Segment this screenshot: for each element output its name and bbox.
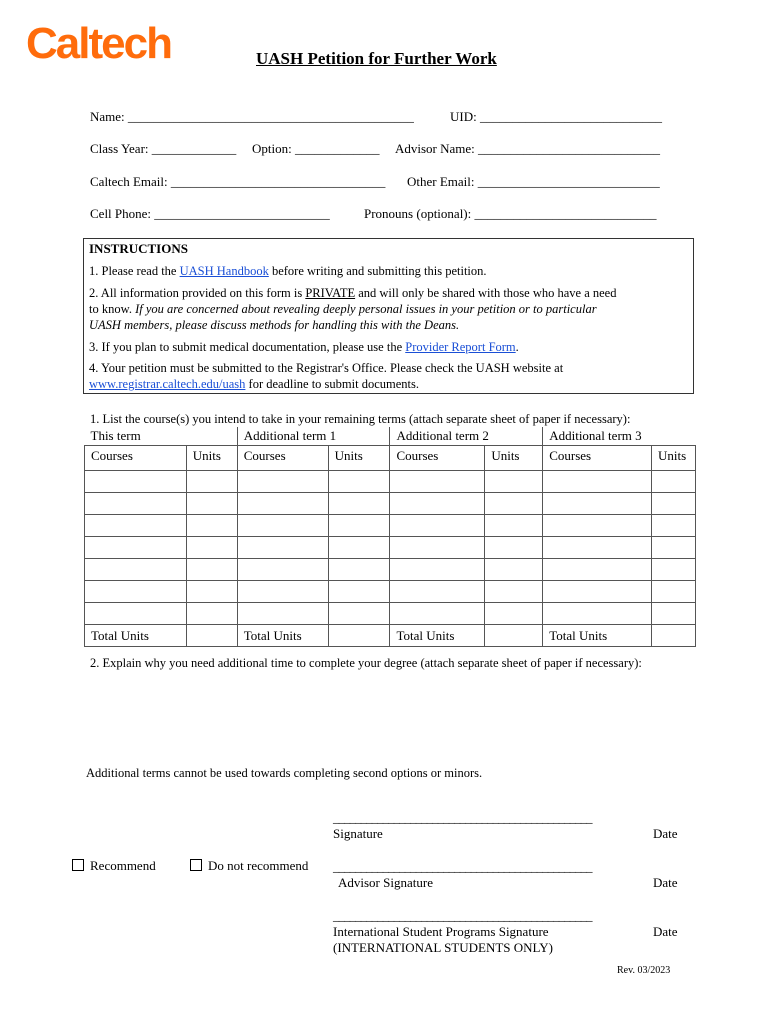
table-row <box>85 471 696 493</box>
course-cell[interactable] <box>237 603 328 625</box>
uid-field[interactable]: UID: ____________________________ <box>450 109 662 124</box>
units-cell[interactable] <box>485 603 543 625</box>
total-units-cell[interactable] <box>186 625 237 647</box>
units-cell[interactable] <box>651 581 695 603</box>
course-cell[interactable] <box>390 603 485 625</box>
term-header: Additional term 1 <box>237 427 390 446</box>
units-cell[interactable] <box>651 537 695 559</box>
instruction-3 <box>89 340 519 355</box>
instructions-heading: INSTRUCTIONS <box>89 241 188 256</box>
units-header: Units <box>485 446 543 471</box>
course-cell[interactable] <box>85 581 187 603</box>
instruction-1 <box>89 264 487 279</box>
units-cell[interactable] <box>485 581 543 603</box>
private-text: PRIVATE <box>305 286 356 300</box>
signature-date-label: Date <box>653 826 678 841</box>
course-cell[interactable] <box>543 515 652 537</box>
courses-prompt: 1. List the course(s) you intend to take in your remaining terms (attach separate sheet of paper if necessary): <box>90 412 631 426</box>
course-cell[interactable] <box>543 471 652 493</box>
course-cell[interactable] <box>237 581 328 603</box>
instruction-2-line2-text: to know. <box>89 302 136 316</box>
units-cell[interactable] <box>485 471 543 493</box>
units-cell[interactable] <box>651 493 695 515</box>
units-cell[interactable] <box>651 515 695 537</box>
course-cell[interactable] <box>237 537 328 559</box>
units-cell[interactable] <box>328 471 390 493</box>
total-units-cell[interactable] <box>651 625 695 647</box>
instruction-4: 4. Your petition must be submitted to the Registrar's Office. Please check the UASH website at <box>89 361 564 375</box>
units-cell[interactable] <box>186 515 237 537</box>
explain-prompt: 2. Explain why you need additional time to complete your degree (attach separate sheet of paper if necessary): <box>90 656 642 670</box>
provider-report-form-link[interactable]: Provider Report Form <box>405 340 516 354</box>
table-row <box>85 581 696 603</box>
instruction-4-line2 <box>89 377 419 392</box>
units-cell[interactable] <box>328 515 390 537</box>
course-cell[interactable] <box>390 515 485 537</box>
course-cell[interactable] <box>237 559 328 581</box>
advisor-name-field[interactable]: Advisor Name: ____________________________ <box>395 141 661 156</box>
course-cell[interactable] <box>390 581 485 603</box>
courses-header: Courses <box>390 446 485 471</box>
course-cell[interactable] <box>390 493 485 515</box>
recommend-option[interactable] <box>72 858 156 874</box>
table-row <box>85 603 696 625</box>
course-cell[interactable] <box>390 471 485 493</box>
course-cell[interactable] <box>237 493 328 515</box>
other-email-field[interactable]: Other Email: ____________________________ <box>407 174 660 189</box>
recommend-checkbox[interactable] <box>72 859 84 871</box>
do-not-recommend-option[interactable] <box>190 858 308 874</box>
course-cell[interactable] <box>543 537 652 559</box>
instruction-2-text: 2. All information provided on this form is <box>89 286 306 300</box>
caltech-email-field[interactable]: Caltech Email: _________________________________ <box>90 174 386 189</box>
advisor-signature-label: Advisor Signature <box>338 875 433 890</box>
isp-signature-label: International Student Programs Signature <box>333 924 549 939</box>
do-not-recommend-label: Do not recommend <box>208 858 309 873</box>
table-row <box>85 537 696 559</box>
explain-area[interactable] <box>90 675 690 755</box>
term-header: Additional term 3 <box>549 428 642 443</box>
isp-note: (INTERNATIONAL STUDENTS ONLY) <box>333 940 553 955</box>
total-units-cell[interactable] <box>485 625 543 647</box>
cell-phone-field[interactable]: Cell Phone: ___________________________ <box>90 206 330 221</box>
course-cell[interactable] <box>85 537 187 559</box>
units-cell[interactable] <box>485 493 543 515</box>
course-cell[interactable] <box>85 515 187 537</box>
units-cell[interactable] <box>186 493 237 515</box>
courses-header: Courses <box>85 446 187 471</box>
total-units-label: Total Units <box>543 625 652 647</box>
course-cell[interactable] <box>390 537 485 559</box>
instruction-1-text: 1. Please read the <box>89 264 180 278</box>
course-cell[interactable] <box>237 471 328 493</box>
isp-date-label: Date <box>653 924 678 939</box>
recommend-label: Recommend <box>90 858 156 873</box>
table-row <box>85 515 696 537</box>
instruction-2-text-end: and will only be shared with those who have a need <box>355 286 617 300</box>
course-cell[interactable] <box>85 471 187 493</box>
course-cell[interactable] <box>390 559 485 581</box>
term-header: This term <box>85 427 238 446</box>
do-not-recommend-checkbox[interactable] <box>190 859 202 871</box>
course-cell[interactable] <box>85 559 187 581</box>
units-cell[interactable] <box>186 603 237 625</box>
units-header: Units <box>328 446 390 471</box>
term-header: Additional term 2 <box>390 427 543 446</box>
revision-label: Rev. 03/2023 <box>617 965 671 976</box>
courses-header: Courses <box>543 446 652 471</box>
term-header-row <box>85 427 696 446</box>
instruction-3-text: 3. If you plan to submit medical documentation, please use the <box>89 340 406 354</box>
advisor-signature-line[interactable]: _______________________________________________ <box>333 859 592 874</box>
total-units-cell[interactable] <box>328 625 390 647</box>
course-cell[interactable] <box>543 581 652 603</box>
signature-line[interactable]: _______________________________________________ <box>333 810 592 825</box>
units-cell[interactable] <box>485 559 543 581</box>
course-cell[interactable] <box>543 603 652 625</box>
option-field[interactable]: Option: _____________ <box>252 141 380 156</box>
registrar-website-link[interactable]: www.registrar.caltech.edu/uash <box>89 377 246 391</box>
units-header: Units <box>651 446 695 471</box>
class-year-field[interactable]: Class Year: _____________ <box>90 141 237 156</box>
course-cell[interactable] <box>85 493 187 515</box>
units-cell[interactable] <box>651 603 695 625</box>
units-cell[interactable] <box>328 603 390 625</box>
total-row <box>85 625 696 647</box>
signature-label: Signature <box>333 826 383 841</box>
caltech-logo: Caltech <box>26 19 171 68</box>
instruction-2-line2 <box>89 302 597 317</box>
name-field[interactable]: Name: ____________________________________________ <box>90 109 414 124</box>
course-cell[interactable] <box>237 515 328 537</box>
course-cell[interactable] <box>85 603 187 625</box>
units-cell[interactable] <box>328 581 390 603</box>
units-cell[interactable] <box>651 471 695 493</box>
instruction-2-italic: If you are concerned about revealing deeply personal issues in your petition or to particular <box>135 302 597 316</box>
units-cell[interactable] <box>328 559 390 581</box>
instruction-3-text-end: . <box>515 340 519 354</box>
courses-header: Courses <box>237 446 328 471</box>
total-units-label: Total Units <box>237 625 328 647</box>
units-cell[interactable] <box>485 537 543 559</box>
isp-signature-line[interactable]: _______________________________________________ <box>333 908 592 923</box>
instruction-2-line3: UASH members, please discuss methods for handling this with the Deans. <box>89 318 460 332</box>
uash-handbook-link[interactable]: UASH Handbook <box>179 264 269 278</box>
units-cell[interactable] <box>186 537 237 559</box>
total-units-label: Total Units <box>390 625 485 647</box>
pronouns-field[interactable]: Pronouns (optional): ____________________________ <box>364 206 657 221</box>
form-title: UASH Petition for Further Work <box>256 49 497 68</box>
table-row <box>85 493 696 515</box>
units-cell[interactable] <box>651 559 695 581</box>
courses-table <box>84 427 696 647</box>
instruction-4-text-end: for deadline to submit documents. <box>245 377 419 391</box>
table-row <box>85 559 696 581</box>
instruction-2 <box>89 286 616 301</box>
units-cell[interactable] <box>328 537 390 559</box>
units-cell[interactable] <box>186 471 237 493</box>
units-cell[interactable] <box>328 493 390 515</box>
column-header-row <box>85 446 696 471</box>
advisor-date-label: Date <box>653 875 678 890</box>
units-cell[interactable] <box>186 559 237 581</box>
instruction-1-text-end: before writing and submitting this petition. <box>268 264 487 278</box>
course-cell[interactable] <box>543 559 652 581</box>
total-units-label: Total Units <box>85 625 187 647</box>
units-cell[interactable] <box>186 581 237 603</box>
units-cell[interactable] <box>485 515 543 537</box>
additional-terms-note: Additional terms cannot be used towards completing second options or minors. <box>86 766 483 780</box>
course-cell[interactable] <box>543 493 652 515</box>
units-header: Units <box>186 446 237 471</box>
